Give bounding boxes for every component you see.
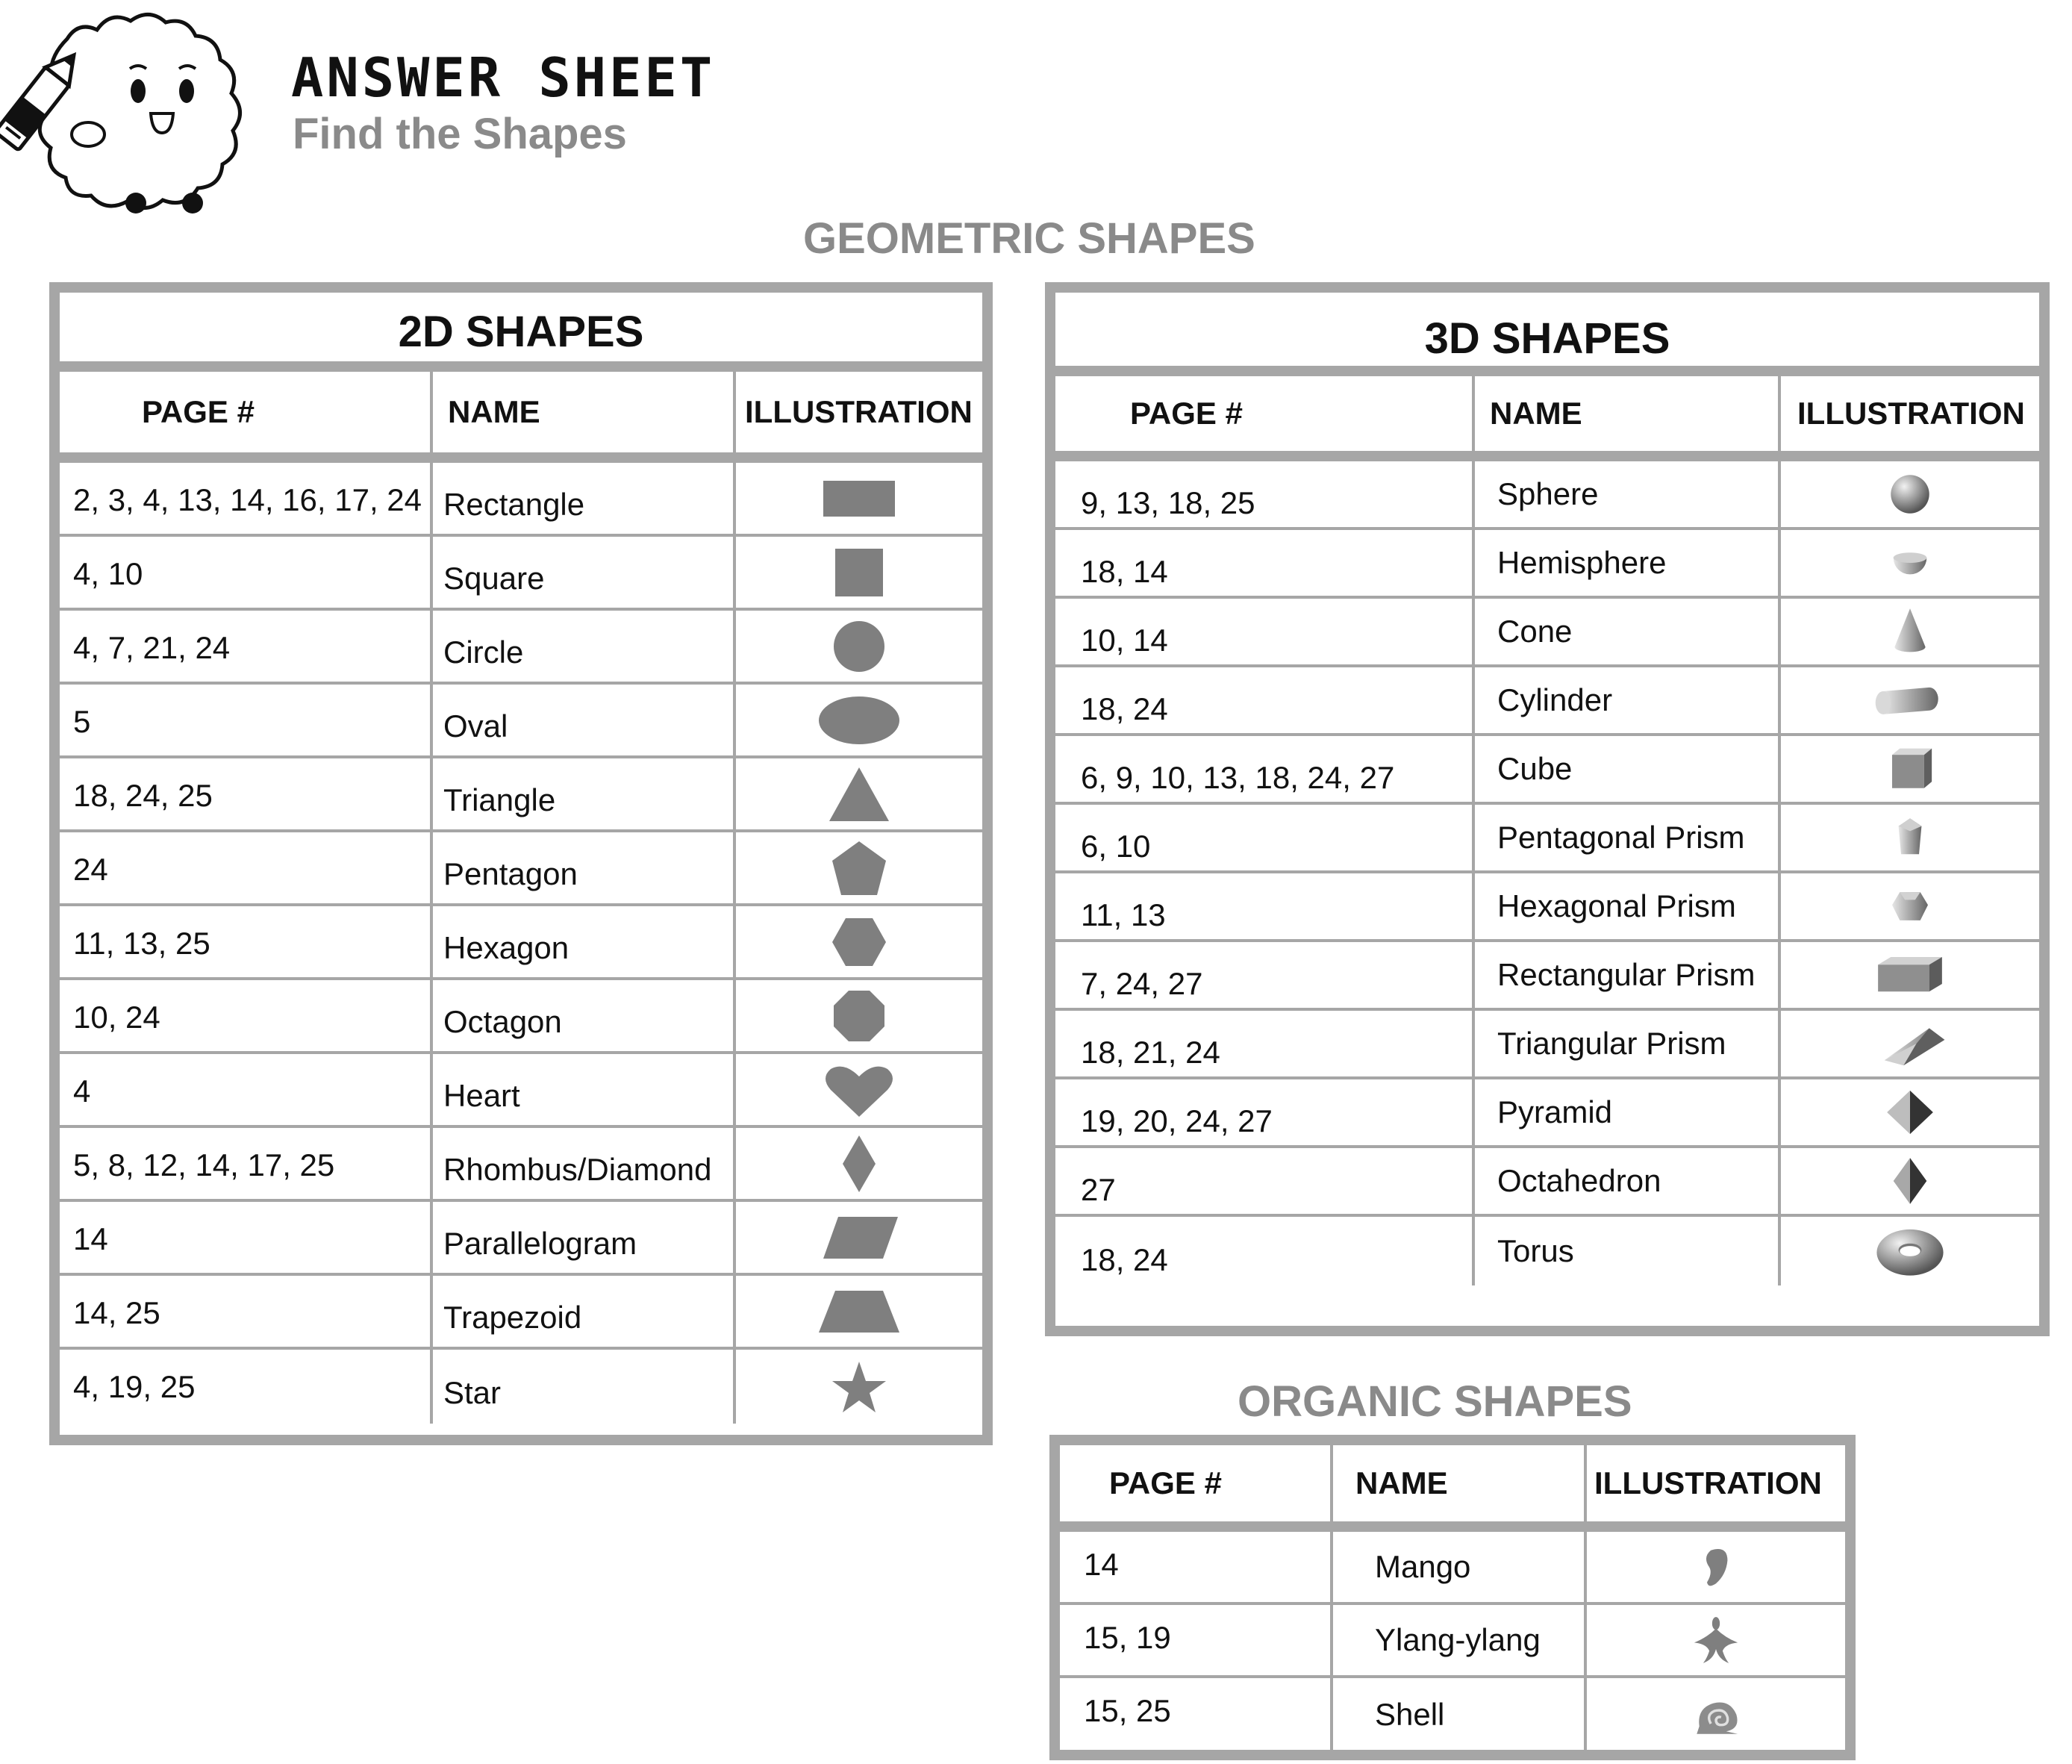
shape-name: Triangular Prism [1475, 1011, 1781, 1076]
oval-icon [807, 691, 911, 750]
table-row [60, 1128, 982, 1202]
illustration-cell [736, 1276, 982, 1347]
page-numbers: 4, 10 [60, 537, 433, 608]
illustration-cell [736, 1054, 982, 1125]
page-numbers: 18, 21, 24 [1055, 1011, 1475, 1076]
illustration-cell [736, 537, 982, 608]
table-2d-header-row [60, 372, 982, 463]
page-numbers: 10, 24 [60, 980, 433, 1051]
shape-name: Heart [433, 1054, 736, 1125]
shape-name: Parallelogram [433, 1202, 736, 1273]
illustration-cell [1587, 1605, 1845, 1675]
shape-name: Rhombus/Diamond [433, 1128, 736, 1199]
shape-name: Mango [1333, 1532, 1587, 1602]
page-numbers: 2, 3, 4, 13, 14, 16, 17, 24 [60, 463, 433, 534]
illustration-cell [1781, 599, 2039, 664]
rhombus-icon [807, 1134, 911, 1194]
illustration-cell [1781, 1079, 2039, 1145]
page-numbers: 6, 10 [1055, 805, 1475, 870]
page-numbers: 18, 24 [1055, 1217, 1475, 1285]
table-row [1055, 1079, 2039, 1148]
table-row [60, 685, 982, 758]
table-3d-shapes [1045, 282, 2050, 1336]
shape-name: Pentagonal Prism [1475, 805, 1781, 870]
page-numbers: 4 [60, 1054, 433, 1125]
table-row [1055, 873, 2039, 942]
col-header-name: NAME [433, 372, 736, 452]
shape-name: Trapezoid [433, 1276, 736, 1347]
pyramid-icon [1865, 1086, 1955, 1138]
table-row [60, 1054, 982, 1128]
table-row [1060, 1605, 1845, 1678]
table-row [1060, 1532, 1845, 1605]
page-numbers: 18, 24, 25 [60, 758, 433, 829]
page-numbers: 19, 20, 24, 27 [1055, 1079, 1475, 1145]
page-numbers: 15, 19 [1060, 1605, 1333, 1675]
table-2d-title: 2D SHAPES [60, 293, 982, 372]
shape-name: Shell [1333, 1678, 1587, 1751]
table-row [60, 758, 982, 832]
table-row [60, 611, 982, 685]
illustration-cell [736, 463, 982, 534]
page-numbers: 5, 8, 12, 14, 17, 25 [60, 1128, 433, 1199]
shape-name: Cone [1475, 599, 1781, 664]
table-row [60, 832, 982, 906]
page-numbers: 11, 13 [1055, 873, 1475, 939]
cone-icon [1865, 605, 1955, 658]
table-row [1060, 1678, 1845, 1751]
table-organic-body [1060, 1532, 1845, 1751]
torus-icon [1865, 1225, 1955, 1277]
cube-icon [1865, 743, 1955, 795]
shape-name: Cube [1475, 736, 1781, 802]
octagon-icon [807, 986, 911, 1046]
page-numbers: 14 [1060, 1532, 1333, 1602]
octahedron-icon [1865, 1155, 1955, 1207]
page-numbers: 14, 25 [60, 1276, 433, 1347]
illustration-cell [1781, 805, 2039, 870]
rectangular-prism-icon [1865, 949, 1955, 1001]
table-row [60, 537, 982, 611]
shape-name: Sphere [1475, 461, 1781, 527]
geometric-shapes-heading: GEOMETRIC SHAPES [803, 214, 1255, 263]
illustration-cell [736, 1350, 982, 1424]
page-numbers: 7, 24, 27 [1055, 942, 1475, 1008]
shape-name: Rectangle [433, 463, 736, 534]
illustration-cell [1781, 530, 2039, 596]
illustration-cell [1781, 1217, 2039, 1285]
circle-icon [807, 617, 911, 676]
shape-name: Rectangular Prism [1475, 942, 1781, 1008]
page-numbers: 9, 13, 18, 25 [1055, 461, 1475, 527]
trapezoid-icon [807, 1282, 911, 1341]
hemisphere-icon [1865, 537, 1955, 589]
page-numbers: 15, 25 [1060, 1678, 1333, 1751]
shape-name: Torus [1475, 1217, 1781, 1285]
hexagon-icon [807, 912, 911, 972]
shape-name: Hemisphere [1475, 530, 1781, 596]
col-header-page: PAGE # [1060, 1445, 1333, 1521]
illustration-cell [1781, 873, 2039, 939]
table-organic-shapes [1049, 1435, 1856, 1760]
page-numbers: 5 [60, 685, 433, 755]
col-header-page: PAGE # [60, 372, 433, 452]
page-numbers: 4, 7, 21, 24 [60, 611, 433, 682]
illustration-cell [736, 1202, 982, 1273]
fluffy-monster-holding-crayon-icon [0, 0, 276, 224]
shape-name: Oval [433, 685, 736, 755]
table-3d-header-row [1055, 376, 2039, 461]
table-organic-header-row [1060, 1445, 1845, 1532]
table-row [60, 1276, 982, 1350]
table-row [1055, 1148, 2039, 1217]
table-2d-shapes [49, 282, 993, 1445]
page-numbers: 4, 19, 25 [60, 1350, 433, 1424]
illustration-cell [1781, 1148, 2039, 1214]
shape-name: Star [433, 1350, 736, 1424]
col-header-name: NAME [1475, 376, 1781, 451]
table-row [1055, 1217, 2039, 1285]
spiral-shell-icon [1671, 1689, 1761, 1741]
cylinder-icon [1865, 674, 1955, 726]
pentagon-icon [807, 838, 911, 898]
table-row [1055, 942, 2039, 1011]
shape-name: Circle [433, 611, 736, 682]
pentagonal-prism-icon [1865, 811, 1955, 864]
table-row [1055, 530, 2039, 599]
mango-icon [1671, 1541, 1761, 1593]
illustration-cell [736, 1128, 982, 1199]
col-header-illustration: ILLUSTRATION [1594, 1465, 1822, 1500]
table-2d-body [60, 463, 982, 1424]
shape-name: Hexagon [433, 906, 736, 977]
table-row [60, 1350, 982, 1424]
page-numbers: 6, 9, 10, 13, 18, 24, 27 [1055, 736, 1475, 802]
page-numbers: 14 [60, 1202, 433, 1273]
table-row [60, 463, 982, 537]
table-row [1055, 736, 2039, 805]
page-numbers: 10, 14 [1055, 599, 1475, 664]
table-row [60, 980, 982, 1054]
shape-name: Square [433, 537, 736, 608]
illustration-cell [1781, 736, 2039, 802]
illustration-cell [1781, 667, 2039, 733]
table-row [1055, 1011, 2039, 1079]
triangle-icon [807, 764, 911, 824]
shape-name: Ylang-ylang [1333, 1605, 1587, 1675]
illustration-cell [736, 685, 982, 755]
triangular-prism-icon [1865, 1017, 1955, 1070]
table-row [60, 906, 982, 980]
illustration-cell [1587, 1678, 1845, 1751]
table-row [1055, 599, 2039, 667]
table-3d-title: 3D SHAPES [1055, 293, 2039, 376]
illustration-cell [1781, 461, 2039, 527]
table-3d-body [1055, 461, 2039, 1285]
table-row [1055, 805, 2039, 873]
illustration-cell [736, 980, 982, 1051]
illustration-cell [736, 906, 982, 977]
illustration-cell [1781, 1011, 2039, 1076]
illustration-cell [1587, 1532, 1845, 1602]
shape-name: Pyramid [1475, 1079, 1781, 1145]
star-icon [807, 1357, 911, 1417]
col-header-illustration: ILLUSTRATION [745, 394, 973, 429]
organic-shapes-heading: ORGANIC SHAPES [1238, 1377, 1632, 1426]
shape-name: Pentagon [433, 832, 736, 903]
page-numbers: 27 [1055, 1148, 1475, 1214]
sphere-icon [1865, 468, 1955, 520]
table-row [60, 1202, 982, 1276]
heart-icon [807, 1060, 911, 1120]
page-numbers: 11, 13, 25 [60, 906, 433, 977]
shape-name: Triangle [433, 758, 736, 829]
illustration-cell [736, 832, 982, 903]
col-header-name: NAME [1333, 1445, 1587, 1521]
answer-sheet-title: ANSWER SHEET [291, 46, 716, 109]
answer-sheet-subtitle: Find the Shapes [293, 110, 627, 158]
illustration-cell [736, 611, 982, 682]
table-row [1055, 667, 2039, 736]
square-icon [807, 543, 911, 602]
shape-name: Octagon [433, 980, 736, 1051]
shape-name: Hexagonal Prism [1475, 873, 1781, 939]
rectangle-icon [807, 469, 911, 529]
illustration-cell [736, 758, 982, 829]
hexagonal-prism-icon [1865, 880, 1955, 932]
shape-name: Cylinder [1475, 667, 1781, 733]
ylang-ylang-flower-icon [1671, 1614, 1761, 1666]
illustration-cell [1781, 942, 2039, 1008]
shape-name: Octahedron [1475, 1148, 1781, 1214]
col-header-illustration: ILLUSTRATION [1797, 396, 2025, 431]
page-numbers: 18, 24 [1055, 667, 1475, 733]
page-numbers: 24 [60, 832, 433, 903]
table-row [1055, 461, 2039, 530]
page-numbers: 18, 14 [1055, 530, 1475, 596]
parallelogram-icon [807, 1208, 911, 1268]
col-header-page: PAGE # [1055, 376, 1475, 451]
